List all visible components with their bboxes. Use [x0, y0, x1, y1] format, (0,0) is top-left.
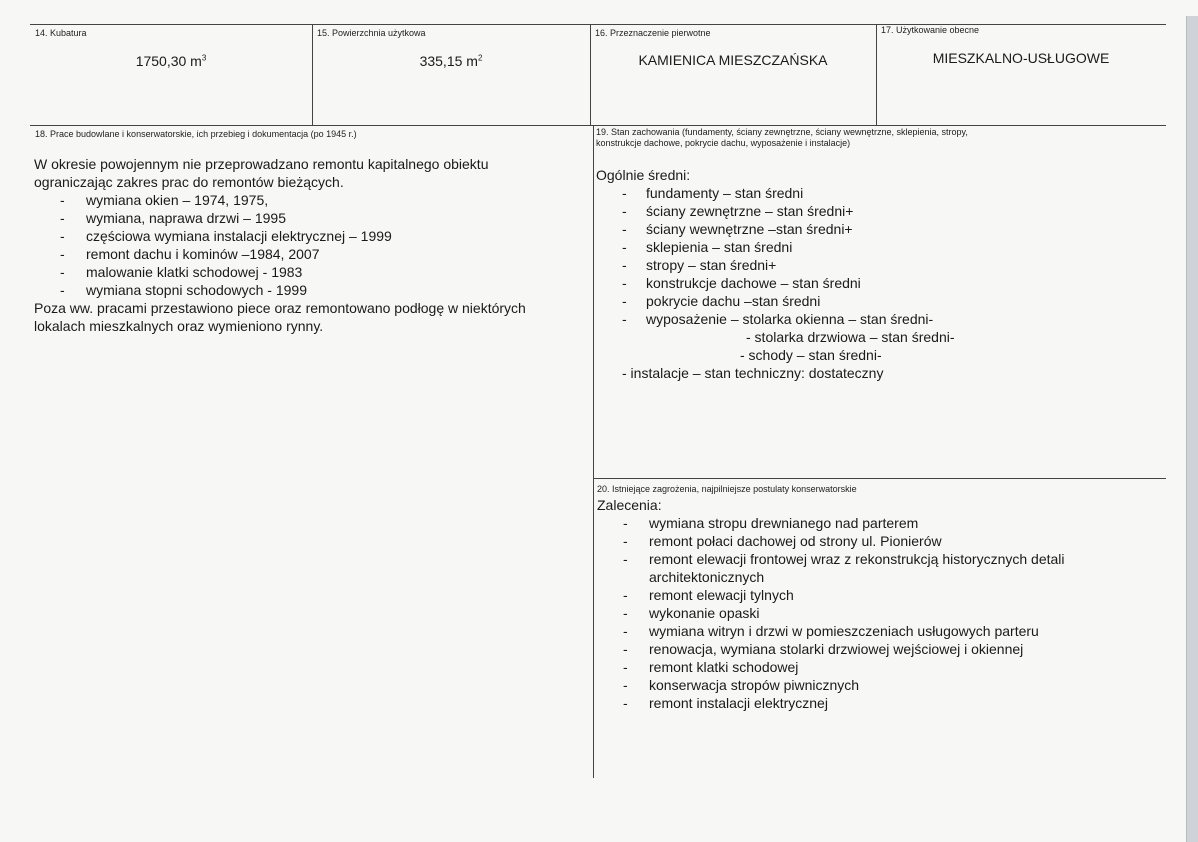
section-19-label: 19. Stan zachowania (fundamenty, ściany zewnętrzne, ściany wewnętrzne, sklepienia, stropy, konstrukcje dachowe, pokrycie dachu, wyposażenie i instalacje)	[596, 127, 968, 148]
section-20-body	[597, 496, 1166, 712]
list-item: - konstrukcje dachowe – stan średni	[622, 275, 861, 291]
section-20-heading: Zalecenia:	[597, 497, 662, 513]
list-item: - fundamenty – stan średni	[622, 185, 804, 201]
list-item: - wymiana witryn i drzwi w pomieszczeniach usługowych parteru	[623, 623, 1039, 639]
field-17-value: MIESZKALNO-USŁUGOWE	[932, 50, 1110, 66]
list-item: - remont elewacji frontowej wraz z rekonstrukcją historycznych detali architektonicznych	[623, 551, 1065, 585]
section-19-body	[596, 166, 1166, 382]
list-item: - remont instalacji elektrycznej	[623, 695, 828, 711]
section-20-label: 20. Istniejące zagrożenia, najpilniejsze postulaty konserwatorskie	[597, 484, 857, 494]
list-item: - wykonanie opaski	[623, 605, 760, 621]
section-18-intro-line: ograniczając zakres prac do remontów bieżących.	[34, 174, 344, 190]
field-15-label: 15. Powierzchnia użytkowa	[317, 28, 426, 38]
row-divider-1	[30, 125, 1166, 126]
scan-edge	[1186, 16, 1198, 842]
list-item: - wyposażenie – stolarka okienna – stan średni-	[622, 311, 934, 327]
list-item: - renowacja, wymiana stolarki drzwiowej wejściowej i okiennej	[623, 641, 1024, 657]
col-divider-main	[593, 125, 594, 778]
section-19-heading: Ogólnie średni:	[596, 167, 691, 183]
list-item: - częściowa wymiana instalacji elektrycznej – 1999	[60, 228, 392, 244]
list-item: - remont klatki schodowej	[623, 659, 799, 675]
section-20-list	[597, 514, 1166, 712]
list-item: - konserwacja stropów piwnicznych	[623, 677, 860, 693]
list-item: - sklepienia – stan średni	[622, 239, 793, 255]
last-item: - instalacje – stan techniczny: dostateczny	[622, 365, 884, 381]
list-item: - wymiana stopni schodowych - 1999	[60, 282, 308, 298]
section-18-outro-line: Poza ww. pracami przestawiono piece oraz remontowano podłogę w niektórych	[34, 300, 526, 316]
section-18-body	[34, 155, 590, 335]
list-item: - malowanie klatki schodowej - 1983	[60, 264, 303, 280]
section-18-list	[34, 191, 590, 299]
col-divider-2	[590, 24, 591, 125]
list-item: - wymiana stropu drewnianego nad parterem	[623, 515, 919, 531]
list-item: - remont elewacji tylnych	[623, 587, 794, 603]
section-19-list	[596, 184, 1166, 328]
field-15-value: 335,15 $m^2$	[419, 53, 483, 69]
list-item: - wymiana okien – 1974, 1975,	[60, 192, 269, 208]
list-item: - wymiana, naprawa drzwi – 1995	[60, 210, 286, 226]
list-item: - remont dachu i kominów –1984, 2007	[60, 246, 320, 262]
row-divider-2	[593, 478, 1166, 479]
list-item: - remont połaci dachowej od strony ul. Pionierów	[623, 533, 942, 549]
sub-item: - schody – stan średni-	[740, 347, 882, 363]
field-17-label: 17. Użytkowanie obecne	[881, 25, 980, 35]
field-16-value: KAMIENICA MIESZCZAŃSKA	[638, 52, 828, 68]
section-18-outro-line: lokalach mieszkalnych oraz wymieniono rynny.	[34, 318, 324, 334]
field-16-label: 16. Przeznaczenie pierwotne	[595, 28, 711, 38]
section-18-intro-line: W okresie powojennym nie przeprowadzano remontu kapitalnego obiektu	[34, 156, 489, 172]
list-item: - ściany wewnętrzne –stan średni+	[622, 221, 853, 237]
list-item: - stropy – stan średni+	[622, 257, 777, 273]
list-item: - pokrycie dachu –stan średni	[622, 293, 821, 309]
sub-item: - stolarka drzwiowa – stan średni-	[746, 329, 955, 345]
top-border	[30, 24, 1166, 25]
list-item: - ściany zewnętrzne – stan średni+	[622, 203, 854, 219]
col-divider-3	[876, 24, 877, 125]
field-14-value: 1750,30 $m^3$	[135, 53, 207, 69]
section-18-label: 18. Prace budowlane i konserwatorskie, ich przebieg i dokumentacja (po 1945 r.)	[35, 129, 357, 139]
col-divider-1	[312, 24, 313, 125]
field-14-label: 14. Kubatura	[35, 28, 87, 38]
